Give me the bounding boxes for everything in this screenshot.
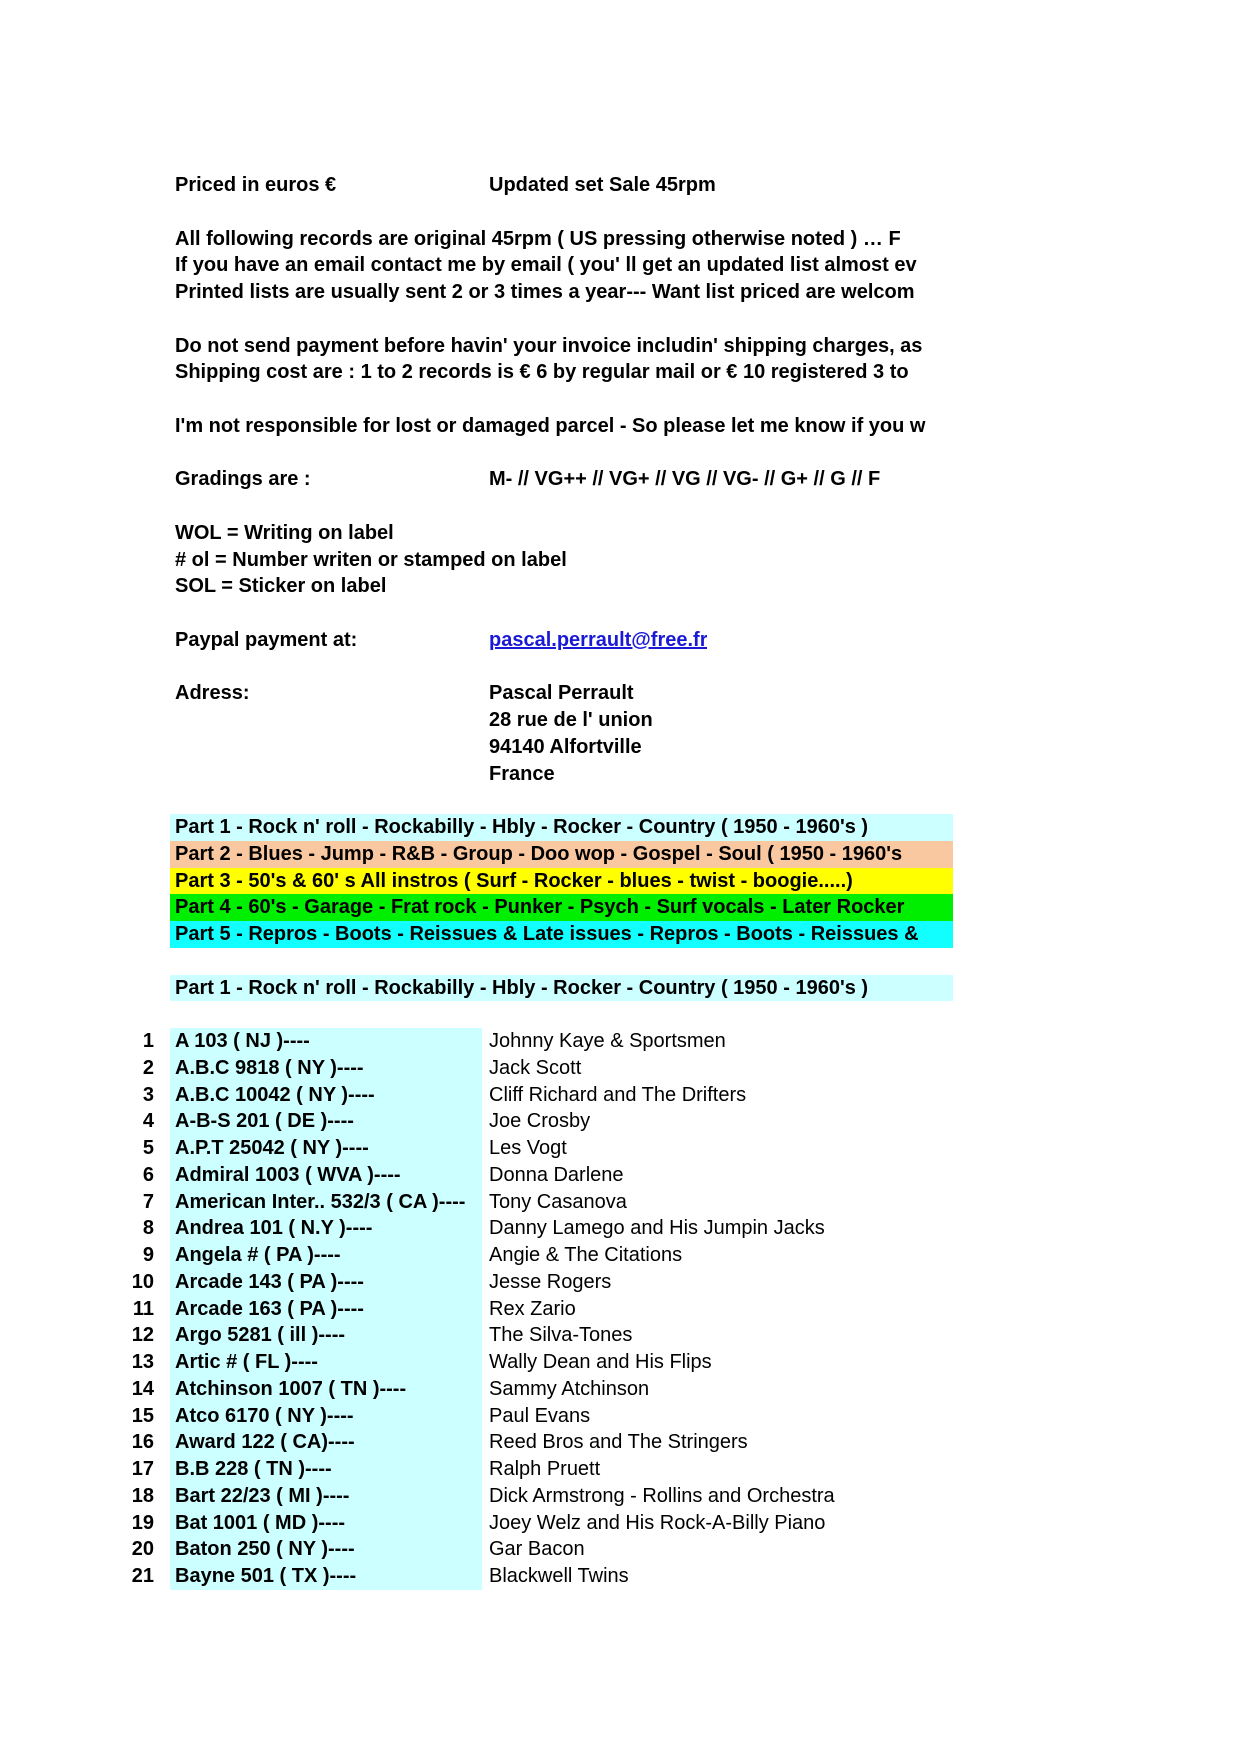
part-5-band <box>170 921 953 948</box>
abbreviation-wol: WOL = Writing on label <box>175 521 394 544</box>
record-number: 12 <box>131 1324 154 1347</box>
record-number: 13 <box>131 1351 154 1373</box>
table-row <box>0 1536 1241 1563</box>
part-3-label: Part 3 - 50's & 60' s All instros ( Surf - Rocker - blues - twist - boogie.....) <box>175 869 853 892</box>
record-number: 3 <box>142 1083 154 1106</box>
payment-line <box>0 333 1241 360</box>
record-artist: Ralph Pruett <box>489 1458 601 1480</box>
table-row <box>0 1322 1241 1349</box>
table-row <box>0 1028 1241 1055</box>
record-number: 6 <box>142 1163 154 1186</box>
record-artist: The Silva-Tones <box>489 1324 633 1347</box>
record-artist: Sammy Atchinson <box>489 1377 650 1400</box>
record-label: Atco 6170 ( NY )---- <box>175 1404 354 1427</box>
record-number: 17 <box>131 1458 154 1480</box>
record-artist: Les Vogt <box>489 1137 567 1159</box>
part-5-label: Part 5 - Repros - Boots - Reissues & Late issues - Repros - Boots - Reissues & <box>175 923 919 945</box>
record-number: 8 <box>142 1217 154 1240</box>
table-row <box>0 1563 1241 1590</box>
header-row <box>0 172 1241 199</box>
record-number: 4 <box>142 1110 154 1133</box>
record-label: A.B.C 9818 ( NY )---- <box>175 1056 364 1079</box>
address-label: Adress: <box>175 682 250 705</box>
paypal-row <box>0 627 1241 654</box>
record-artist: Wally Dean and His Flips <box>489 1351 712 1373</box>
page-title: Updated set Sale 45rpm <box>489 174 716 196</box>
part-4-label: Part 4 - 60's - Garage - Frat rock - Punker - Psych - Surf vocals - Later Rocker <box>175 896 905 919</box>
record-label: American Inter.. 532/3 ( CA )---- <box>175 1190 466 1213</box>
paypal-email-link[interactable]: pascal.perrault@free.fr <box>489 628 708 651</box>
record-label: Admiral 1003 ( WVA )---- <box>175 1163 401 1186</box>
record-artist: Reed Bros and The Stringers <box>489 1431 748 1454</box>
abbreviation-sol: SOL = Sticker on label <box>175 575 387 598</box>
record-artist: Johnny Kaye & Sportsmen <box>489 1030 726 1052</box>
part-1-band <box>170 814 953 841</box>
record-artist: Paul Evans <box>489 1404 591 1427</box>
record-label: Angela # ( PA )---- <box>175 1244 341 1266</box>
table-row <box>0 1296 1241 1323</box>
record-label: A.B.C 10042 ( NY )---- <box>175 1083 375 1106</box>
record-artist: Jesse Rogers <box>489 1270 612 1293</box>
intro-text: All following records are original 45rpm ( US pressing otherwise noted ) … F <box>175 227 901 250</box>
record-artist: Blackwell Twins <box>489 1565 629 1587</box>
table-row <box>0 1483 1241 1510</box>
gradings-label: Gradings are : <box>175 468 311 491</box>
record-label: B.B 228 ( TN )---- <box>175 1458 332 1480</box>
address-row <box>0 734 1241 761</box>
gradings-row <box>0 466 1241 493</box>
table-row <box>0 1135 1241 1162</box>
record-label: Artic # ( FL )---- <box>175 1351 318 1373</box>
intro-line <box>0 252 1241 279</box>
table-row <box>0 1215 1241 1242</box>
section-header <box>170 975 953 1002</box>
responsibility-line <box>0 413 1241 440</box>
record-number: 14 <box>131 1377 154 1400</box>
shipping-line <box>0 359 1241 386</box>
record-artist: Joey Welz and His Rock-A-Billy Piano <box>489 1511 826 1534</box>
record-artist: Cliff Richard and The Drifters <box>489 1083 747 1106</box>
paypal-label: Paypal payment at: <box>175 628 358 651</box>
abbreviation-ol: # ol = Number writen or stamped on label <box>175 548 567 571</box>
part-1-label: Part 1 - Rock n' roll - Rockabilly - Hbly - Rocker - Country ( 1950 - 1960's ) <box>175 816 869 838</box>
table-row <box>0 1403 1241 1430</box>
address-row <box>0 680 1241 707</box>
record-number: 9 <box>142 1244 154 1266</box>
record-label: Bart 22/23 ( MI )---- <box>175 1484 350 1507</box>
responsibility-text: I'm not responsible for lost or damaged parcel - So please let me know if you w <box>175 414 926 437</box>
record-number: 18 <box>131 1484 154 1507</box>
record-artist: Rex Zario <box>489 1297 576 1320</box>
table-row <box>0 1429 1241 1456</box>
gradings-value: M- // VG++ // VG+ // VG // VG- // G+ // G // F <box>489 468 881 491</box>
record-number: 10 <box>131 1270 154 1293</box>
table-row <box>0 1456 1241 1483</box>
record-label: Atchinson 1007 ( TN )---- <box>175 1377 407 1400</box>
record-number: 16 <box>131 1431 154 1454</box>
record-label: A-B-S 201 ( DE )---- <box>175 1110 354 1133</box>
table-row <box>0 1242 1241 1269</box>
address-street: 28 rue de l' union <box>489 709 653 731</box>
address-city: 94140 Alfortville <box>489 735 642 758</box>
record-artist: Tony Casanova <box>489 1190 627 1213</box>
table-row <box>0 1269 1241 1296</box>
abbreviation-row <box>0 520 1241 547</box>
record-label: Arcade 143 ( PA )---- <box>175 1270 364 1293</box>
record-number: 20 <box>131 1538 154 1561</box>
record-label: Baton 250 ( NY )---- <box>175 1538 355 1561</box>
intro-line <box>0 226 1241 253</box>
record-label: Bat 1001 ( MD )---- <box>175 1511 346 1534</box>
abbreviation-row <box>0 547 1241 574</box>
table-row <box>0 1108 1241 1135</box>
record-artist: Joe Crosby <box>489 1110 591 1133</box>
record-label: Award 122 ( CA)---- <box>175 1431 355 1454</box>
record-artist: Dick Armstrong - Rollins and Orchestra <box>489 1484 835 1507</box>
record-number: 15 <box>131 1404 154 1427</box>
record-number: 19 <box>131 1511 154 1534</box>
table-row <box>0 1055 1241 1082</box>
record-number: 2 <box>142 1056 154 1079</box>
record-number: 7 <box>142 1190 154 1213</box>
intro-line <box>0 279 1241 306</box>
record-number: 21 <box>131 1565 154 1587</box>
part-2-band <box>170 841 953 868</box>
address-country: France <box>489 762 555 785</box>
part-4-band <box>170 894 953 921</box>
record-label: Arcade 163 ( PA )---- <box>175 1297 364 1320</box>
abbreviation-row <box>0 573 1241 600</box>
table-row <box>0 1189 1241 1216</box>
record-artist: Danny Lamego and His Jumpin Jacks <box>489 1217 825 1240</box>
part-2-label: Part 2 - Blues - Jump - R&B - Group - Doo wop - Gospel - Soul ( 1950 - 1960's <box>175 842 903 865</box>
record-label: Argo 5281 ( ill )---- <box>175 1324 346 1347</box>
table-row <box>0 1082 1241 1109</box>
record-number: 1 <box>142 1030 154 1052</box>
payment-text: Do not send payment before havin' your invoice includin' shipping charges, as <box>175 334 923 357</box>
table-row <box>0 1510 1241 1537</box>
record-artist: Jack Scott <box>489 1056 582 1079</box>
shipping-text: Shipping cost are : 1 to 2 records is € 6 by regular mail or € 10 registered 3 to <box>175 361 909 384</box>
part-3-band <box>170 868 953 895</box>
section-title: Part 1 - Rock n' roll - Rockabilly - Hbly - Rocker - Country ( 1950 - 1960's ) <box>175 976 869 999</box>
table-row <box>0 1376 1241 1403</box>
table-row <box>0 1349 1241 1376</box>
record-label: Andrea 101 ( N.Y )---- <box>175 1217 373 1240</box>
record-artist: Donna Darlene <box>489 1163 624 1186</box>
paypal-email-cell <box>489 627 707 654</box>
intro-text: Printed lists are usually sent 2 or 3 times a year--- Want list priced are welcom <box>175 281 915 303</box>
intro-text: If you have an email contact me by email ( you' ll get an updated list almost ev <box>175 254 917 277</box>
record-artist: Angie & The Citations <box>489 1244 683 1266</box>
address-row <box>0 761 1241 788</box>
record-number: 11 <box>132 1297 154 1320</box>
record-number: 5 <box>142 1137 154 1159</box>
record-label: A 103 ( NJ )---- <box>175 1030 310 1052</box>
currency-note: Priced in euros € <box>175 174 337 196</box>
address-row <box>0 707 1241 734</box>
record-label: A.P.T 25042 ( NY )---- <box>175 1137 369 1159</box>
address-name: Pascal Perrault <box>489 682 634 705</box>
record-label: Bayne 501 ( TX )---- <box>175 1565 357 1587</box>
table-row <box>0 1162 1241 1189</box>
record-artist: Gar Bacon <box>489 1538 585 1561</box>
